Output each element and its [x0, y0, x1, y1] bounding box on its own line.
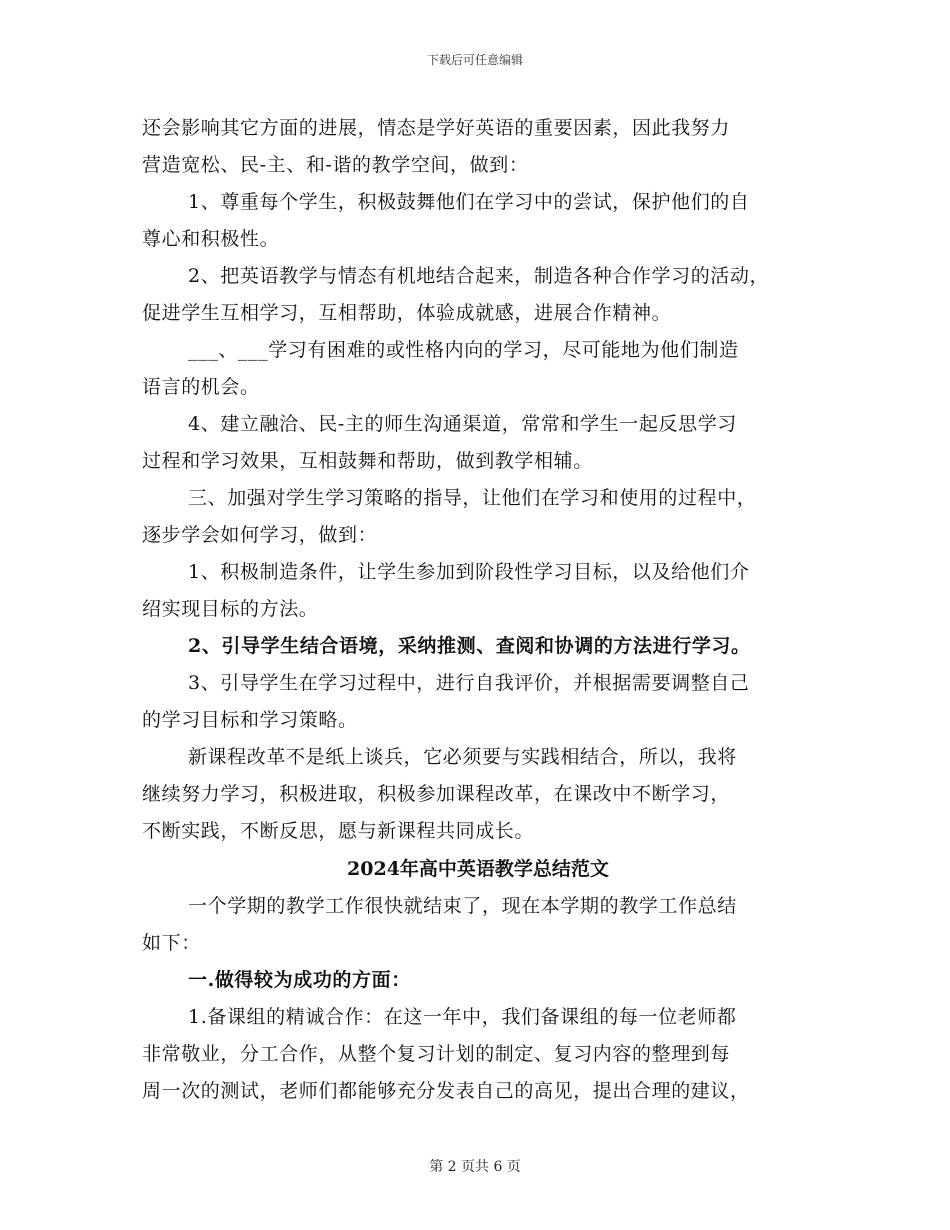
paragraph-line: 如下：	[142, 932, 201, 954]
page-footer: 第 2 页共 6 页	[429, 1159, 521, 1175]
paragraph-line: 绍实现目标的方法。	[142, 598, 319, 620]
paragraph-line: 不断实践，不断反思，愿与新课程共同成长。	[142, 820, 535, 842]
paragraph-line: 逐步学会如何学习，做到：	[142, 524, 378, 546]
paragraph-line: 营造宽松、民-主、和-谐的教学空间，做到：	[142, 154, 529, 176]
page-header: 下载后可任意编辑	[426, 53, 523, 67]
paragraph-line: 4、建立融洽、民-主的师生沟通渠道，常常和学生一起反思学习	[188, 413, 737, 435]
paragraph-line: 尊心和积极性。	[142, 228, 280, 250]
paragraph-line: 新课程改革不是纸上谈兵，它必须要与实践相结合，所以，我将	[188, 746, 737, 768]
paragraph-line: 继续努力学习，积极进取，积极参加课程改革，在课改中不断学习，	[142, 783, 731, 805]
section-heading: 一.做得较为成功的方面：	[188, 969, 411, 991]
paragraph-line: ___、___学习有困难的或性格内向的学习，尽可能地为他们制造	[188, 339, 739, 361]
paragraph-line: 三、加强对学生学习策略的指导，让他们在学习和使用的过程中，	[188, 487, 757, 509]
paragraph-line: 的学习目标和学习策略。	[142, 709, 358, 731]
section-title: 2024年高中英语教学总结范文	[347, 858, 609, 880]
paragraph-line: 1.备课组的精诚合作：在这一年中，我们备课组的每一位老师都	[188, 1006, 737, 1028]
paragraph-line: 3、引导学生在学习过程中，进行自我评价，并根据需要调整自己	[188, 672, 750, 694]
paragraph-line: 还会影响其它方面的进展，情态是学好英语的重要因素，因此我努力	[142, 117, 731, 139]
paragraph-line: 过程和学习效果，互相鼓舞和帮助，做到教学相辅。	[142, 450, 593, 472]
paragraph-line: 语言的机会。	[142, 376, 260, 398]
paragraph-line: 2、把英语教学与情态有机地结合起来，制造各种合作学习的活动，	[188, 265, 770, 287]
paragraph-line: 促进学生互相学习，互相帮助，体验成就感，进展合作精神。	[142, 302, 672, 324]
paragraph-line: 非常敬业，分工合作，从整个复习计划的制定、复习内容的整理到每	[142, 1043, 731, 1065]
paragraph-line: 1、积极制造条件，让学生参加到阶段性学习目标，以及给他们介	[188, 561, 750, 583]
document-body	[142, 110, 814, 1110]
paragraph-line: 周一次的测试，老师们都能够充分发表自己的高见，提出合理的建议，	[142, 1080, 750, 1102]
paragraph-line: 1、尊重每个学生，积极鼓舞他们在学习中的尝试，保护他们的自	[188, 191, 750, 213]
paragraph-line: 一个学期的教学工作很快就结束了，现在本学期的教学工作总结	[188, 895, 737, 917]
bold-paragraph-line: 2、引导学生结合语境，采纳推测、查阅和协调的方法进行学习。	[188, 635, 751, 657]
